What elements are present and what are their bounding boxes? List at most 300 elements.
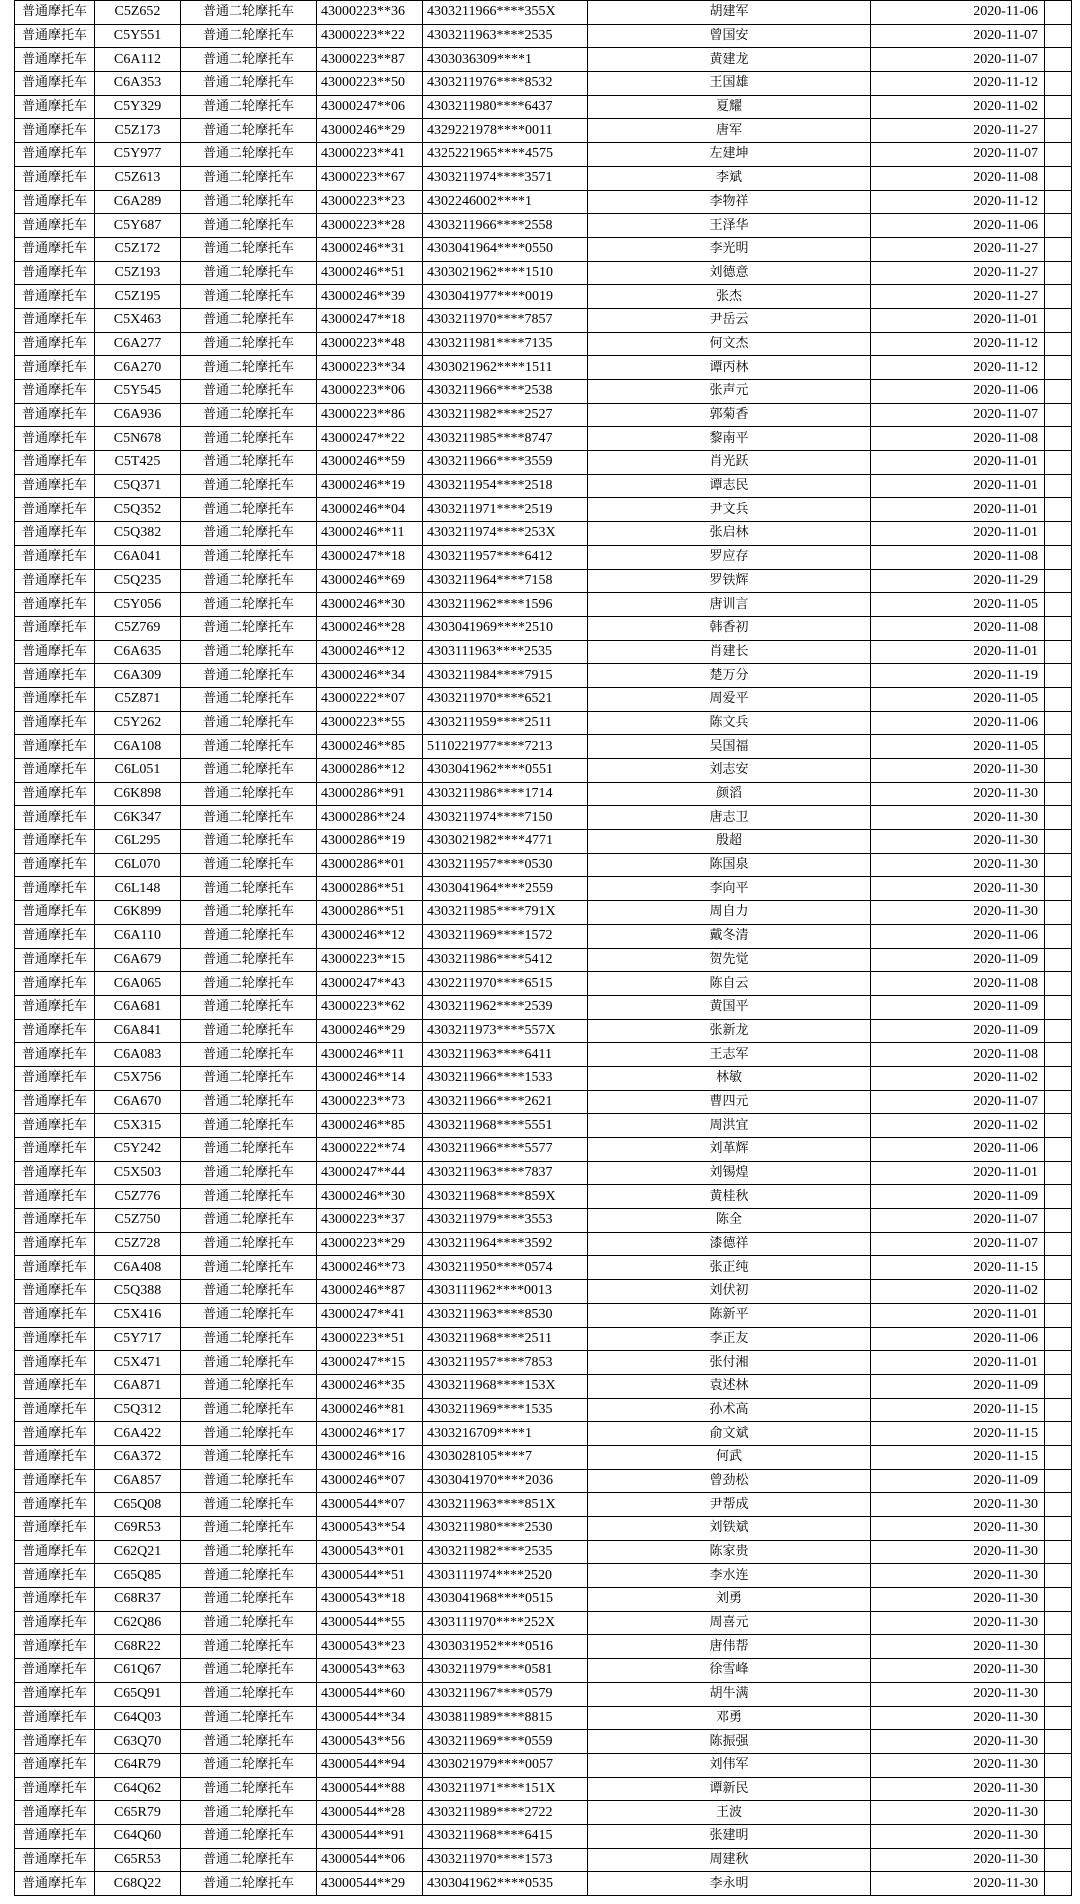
plate-number-cell: C6A936 bbox=[95, 403, 181, 427]
date-cell: 2020-11-07 bbox=[871, 143, 1045, 167]
owner-name-cell: 李光明 bbox=[588, 237, 871, 261]
plate-number-cell: C5Y717 bbox=[95, 1327, 181, 1351]
vehicle-type-cell: 普通二轮摩托车 bbox=[181, 830, 317, 854]
owner-name-cell: 王泽华 bbox=[588, 214, 871, 238]
date-cell: 2020-11-15 bbox=[871, 1398, 1045, 1422]
vehicle-class-cell: 普通摩托车 bbox=[15, 1209, 95, 1233]
vehicle-class-cell: 普通摩托车 bbox=[15, 285, 95, 309]
owner-name-cell: 戴冬清 bbox=[588, 924, 871, 948]
id-number-cell: 4303211981****7135 bbox=[423, 332, 588, 356]
vehicle-type-cell: 普通二轮摩托车 bbox=[181, 1564, 317, 1588]
table-row bbox=[15, 1753, 1072, 1777]
plate-number-cell: C5Y242 bbox=[95, 1138, 181, 1162]
vehicle-type-cell: 普通二轮摩托车 bbox=[181, 1611, 317, 1635]
license-number-cell: 43000246**35 bbox=[317, 1374, 423, 1398]
empty-cell bbox=[1045, 1351, 1072, 1375]
vehicle-type-cell: 普通二轮摩托车 bbox=[181, 451, 317, 475]
license-number-cell: 43000286**12 bbox=[317, 759, 423, 783]
date-cell: 2020-11-02 bbox=[871, 1114, 1045, 1138]
owner-name-cell: 黄国平 bbox=[588, 995, 871, 1019]
empty-cell bbox=[1045, 569, 1072, 593]
plate-number-cell: C5Z172 bbox=[95, 237, 181, 261]
vehicle-class-cell: 普通摩托车 bbox=[15, 403, 95, 427]
empty-cell bbox=[1045, 356, 1072, 380]
empty-cell bbox=[1045, 1872, 1072, 1896]
table-row bbox=[15, 72, 1072, 96]
date-cell: 2020-11-02 bbox=[871, 95, 1045, 119]
license-number-cell: 43000246**14 bbox=[317, 1066, 423, 1090]
date-cell: 2020-11-30 bbox=[871, 1824, 1045, 1848]
date-cell: 2020-11-09 bbox=[871, 1019, 1045, 1043]
vehicle-class-cell: 普通摩托车 bbox=[15, 190, 95, 214]
plate-number-cell: C64Q60 bbox=[95, 1824, 181, 1848]
id-number-cell: 4303811989****8815 bbox=[423, 1706, 588, 1730]
vehicle-type-cell: 普通二轮摩托车 bbox=[181, 1635, 317, 1659]
vehicle-class-cell: 普通摩托车 bbox=[15, 1588, 95, 1612]
id-number-cell: 4303211974****253X bbox=[423, 522, 588, 546]
owner-name-cell: 张杰 bbox=[588, 285, 871, 309]
license-number-cell: 43000246**04 bbox=[317, 498, 423, 522]
id-number-cell: 4303211970****7857 bbox=[423, 308, 588, 332]
plate-number-cell: C6A289 bbox=[95, 190, 181, 214]
vehicle-type-cell: 普通二轮摩托车 bbox=[181, 616, 317, 640]
id-number-cell: 4303041977****0019 bbox=[423, 285, 588, 309]
plate-number-cell: C6A065 bbox=[95, 972, 181, 996]
id-number-cell: 4303211974****7150 bbox=[423, 806, 588, 830]
vehicle-type-cell: 普通二轮摩托车 bbox=[181, 972, 317, 996]
vehicle-class-cell: 普通摩托车 bbox=[15, 1564, 95, 1588]
id-number-cell: 4303211973****557X bbox=[423, 1019, 588, 1043]
vehicle-type-cell: 普通二轮摩托车 bbox=[181, 1730, 317, 1754]
license-number-cell: 43000544**88 bbox=[317, 1777, 423, 1801]
empty-cell bbox=[1045, 451, 1072, 475]
empty-cell bbox=[1045, 948, 1072, 972]
table-row bbox=[15, 1398, 1072, 1422]
date-cell: 2020-11-30 bbox=[871, 853, 1045, 877]
empty-cell bbox=[1045, 95, 1072, 119]
table-row bbox=[15, 1303, 1072, 1327]
empty-cell bbox=[1045, 48, 1072, 72]
plate-number-cell: C62Q86 bbox=[95, 1611, 181, 1635]
license-number-cell: 43000246**81 bbox=[317, 1398, 423, 1422]
vehicle-type-cell: 普通二轮摩托车 bbox=[181, 95, 317, 119]
vehicle-class-cell: 普通摩托车 bbox=[15, 72, 95, 96]
plate-number-cell: C6A309 bbox=[95, 664, 181, 688]
vehicle-type-cell: 普通二轮摩托车 bbox=[181, 711, 317, 735]
owner-name-cell: 周爱平 bbox=[588, 687, 871, 711]
table-row bbox=[15, 1706, 1072, 1730]
table-row bbox=[15, 380, 1072, 404]
owner-name-cell: 张正纯 bbox=[588, 1256, 871, 1280]
plate-number-cell: C68R22 bbox=[95, 1635, 181, 1659]
id-number-cell: 4303211979****0581 bbox=[423, 1659, 588, 1683]
license-number-cell: 43000223**51 bbox=[317, 1327, 423, 1351]
vehicle-class-cell: 普通摩托车 bbox=[15, 522, 95, 546]
vehicle-class-cell: 普通摩托车 bbox=[15, 806, 95, 830]
registration-sheet bbox=[14, 0, 1071, 1896]
vehicle-type-cell: 普通二轮摩托车 bbox=[181, 1706, 317, 1730]
date-cell: 2020-11-30 bbox=[871, 1801, 1045, 1825]
vehicle-type-cell: 普通二轮摩托车 bbox=[181, 1232, 317, 1256]
owner-name-cell: 刘锡煌 bbox=[588, 1161, 871, 1185]
vehicle-type-cell: 普通二轮摩托车 bbox=[181, 522, 317, 546]
empty-cell bbox=[1045, 830, 1072, 854]
empty-cell bbox=[1045, 877, 1072, 901]
id-number-cell: 4303021982****4771 bbox=[423, 830, 588, 854]
empty-cell bbox=[1045, 1374, 1072, 1398]
plate-number-cell: C6A871 bbox=[95, 1374, 181, 1398]
date-cell: 2020-11-12 bbox=[871, 356, 1045, 380]
empty-cell bbox=[1045, 1706, 1072, 1730]
vehicle-type-cell: 普通二轮摩托车 bbox=[181, 1872, 317, 1896]
date-cell: 2020-11-30 bbox=[871, 1848, 1045, 1872]
table-row bbox=[15, 48, 1072, 72]
vehicle-class-cell: 普通摩托车 bbox=[15, 1398, 95, 1422]
table-row bbox=[15, 1232, 1072, 1256]
plate-number-cell: C5X463 bbox=[95, 308, 181, 332]
vehicle-class-cell: 普通摩托车 bbox=[15, 1540, 95, 1564]
license-number-cell: 43000223**86 bbox=[317, 403, 423, 427]
empty-cell bbox=[1045, 735, 1072, 759]
date-cell: 2020-11-12 bbox=[871, 332, 1045, 356]
plate-number-cell: C61Q67 bbox=[95, 1659, 181, 1683]
license-number-cell: 43000222**07 bbox=[317, 687, 423, 711]
plate-number-cell: C5X503 bbox=[95, 1161, 181, 1185]
plate-number-cell: C6L070 bbox=[95, 853, 181, 877]
vehicle-class-cell: 普通摩托车 bbox=[15, 593, 95, 617]
id-number-cell: 4303021979****0057 bbox=[423, 1753, 588, 1777]
id-number-cell: 4303211970****1573 bbox=[423, 1848, 588, 1872]
license-number-cell: 43000543**54 bbox=[317, 1517, 423, 1541]
plate-number-cell: C6A408 bbox=[95, 1256, 181, 1280]
date-cell: 2020-11-09 bbox=[871, 948, 1045, 972]
vehicle-type-cell: 普通二轮摩托车 bbox=[181, 72, 317, 96]
empty-cell bbox=[1045, 1327, 1072, 1351]
vehicle-type-cell: 普通二轮摩托车 bbox=[181, 1114, 317, 1138]
owner-name-cell: 胡牛满 bbox=[588, 1682, 871, 1706]
license-number-cell: 43000544**07 bbox=[317, 1493, 423, 1517]
table-row bbox=[15, 474, 1072, 498]
date-cell: 2020-11-08 bbox=[871, 545, 1045, 569]
license-number-cell: 43000246**30 bbox=[317, 593, 423, 617]
license-number-cell: 43000247**15 bbox=[317, 1351, 423, 1375]
empty-cell bbox=[1045, 474, 1072, 498]
date-cell: 2020-11-01 bbox=[871, 1161, 1045, 1185]
plate-number-cell: C5Z652 bbox=[95, 1, 181, 25]
plate-number-cell: C6A083 bbox=[95, 1043, 181, 1067]
license-number-cell: 43000544**06 bbox=[317, 1848, 423, 1872]
vehicle-type-cell: 普通二轮摩托车 bbox=[181, 261, 317, 285]
vehicle-class-cell: 普通摩托车 bbox=[15, 995, 95, 1019]
vehicle-class-cell: 普通摩托车 bbox=[15, 1706, 95, 1730]
vehicle-class-cell: 普通摩托车 bbox=[15, 782, 95, 806]
owner-name-cell: 漆德祥 bbox=[588, 1232, 871, 1256]
vehicle-type-cell: 普通二轮摩托车 bbox=[181, 166, 317, 190]
owner-name-cell: 陈国泉 bbox=[588, 853, 871, 877]
vehicle-class-cell: 普通摩托车 bbox=[15, 380, 95, 404]
id-number-cell: 4303111962****0013 bbox=[423, 1280, 588, 1304]
vehicle-type-cell: 普通二轮摩托车 bbox=[181, 498, 317, 522]
license-number-cell: 43000544**91 bbox=[317, 1824, 423, 1848]
plate-number-cell: C6A270 bbox=[95, 356, 181, 380]
license-number-cell: 43000286**51 bbox=[317, 901, 423, 925]
table-row bbox=[15, 1138, 1072, 1162]
owner-name-cell: 贺先觉 bbox=[588, 948, 871, 972]
vehicle-class-cell: 普通摩托车 bbox=[15, 1635, 95, 1659]
owner-name-cell: 刘伟军 bbox=[588, 1753, 871, 1777]
empty-cell bbox=[1045, 924, 1072, 948]
vehicle-type-cell: 普通二轮摩托车 bbox=[181, 853, 317, 877]
table-row bbox=[15, 1730, 1072, 1754]
owner-name-cell: 刘伏初 bbox=[588, 1280, 871, 1304]
vehicle-type-cell: 普通二轮摩托车 bbox=[181, 924, 317, 948]
empty-cell bbox=[1045, 759, 1072, 783]
id-number-cell: 4303041969****2510 bbox=[423, 616, 588, 640]
date-cell: 2020-11-27 bbox=[871, 119, 1045, 143]
empty-cell bbox=[1045, 24, 1072, 48]
table-row bbox=[15, 1493, 1072, 1517]
plate-number-cell: C6L295 bbox=[95, 830, 181, 854]
table-row bbox=[15, 1256, 1072, 1280]
date-cell: 2020-11-30 bbox=[871, 759, 1045, 783]
plate-number-cell: C5Y329 bbox=[95, 95, 181, 119]
plate-number-cell: C69R53 bbox=[95, 1517, 181, 1541]
plate-number-cell: C5X471 bbox=[95, 1351, 181, 1375]
owner-name-cell: 尹文兵 bbox=[588, 498, 871, 522]
table-row bbox=[15, 1659, 1072, 1683]
date-cell: 2020-11-08 bbox=[871, 616, 1045, 640]
id-number-cell: 4303211971****2519 bbox=[423, 498, 588, 522]
vehicle-class-cell: 普通摩托车 bbox=[15, 972, 95, 996]
vehicle-type-cell: 普通二轮摩托车 bbox=[181, 190, 317, 214]
plate-number-cell: C5Z728 bbox=[95, 1232, 181, 1256]
vehicle-class-cell: 普通摩托车 bbox=[15, 569, 95, 593]
vehicle-class-cell: 普通摩托车 bbox=[15, 1801, 95, 1825]
vehicle-type-cell: 普通二轮摩托车 bbox=[181, 1280, 317, 1304]
id-number-cell: 4303211986****1714 bbox=[423, 782, 588, 806]
owner-name-cell: 罗应存 bbox=[588, 545, 871, 569]
table-row bbox=[15, 711, 1072, 735]
vehicle-class-cell: 普通摩托车 bbox=[15, 119, 95, 143]
table-row bbox=[15, 687, 1072, 711]
plate-number-cell: C65Q85 bbox=[95, 1564, 181, 1588]
license-number-cell: 43000246**31 bbox=[317, 237, 423, 261]
table-row bbox=[15, 1209, 1072, 1233]
plate-number-cell: C6K898 bbox=[95, 782, 181, 806]
vehicle-type-cell: 普通二轮摩托车 bbox=[181, 735, 317, 759]
vehicle-type-cell: 普通二轮摩托车 bbox=[181, 332, 317, 356]
table-row bbox=[15, 498, 1072, 522]
empty-cell bbox=[1045, 1848, 1072, 1872]
vehicle-type-cell: 普通二轮摩托车 bbox=[181, 1327, 317, 1351]
empty-cell bbox=[1045, 853, 1072, 877]
date-cell: 2020-11-30 bbox=[871, 1564, 1045, 1588]
id-number-cell: 4302211970****6515 bbox=[423, 972, 588, 996]
vehicle-class-cell: 普通摩托车 bbox=[15, 1517, 95, 1541]
vehicle-class-cell: 普通摩托车 bbox=[15, 48, 95, 72]
license-number-cell: 43000247**18 bbox=[317, 308, 423, 332]
vehicle-class-cell: 普通摩托车 bbox=[15, 1066, 95, 1090]
plate-number-cell: C5Z769 bbox=[95, 616, 181, 640]
plate-number-cell: C6A110 bbox=[95, 924, 181, 948]
vehicle-class-cell: 普通摩托车 bbox=[15, 1019, 95, 1043]
license-number-cell: 43000223**62 bbox=[317, 995, 423, 1019]
empty-cell bbox=[1045, 1232, 1072, 1256]
plate-number-cell: C5Z871 bbox=[95, 687, 181, 711]
license-number-cell: 43000223**29 bbox=[317, 1232, 423, 1256]
vehicle-type-cell: 普通二轮摩托车 bbox=[181, 1209, 317, 1233]
vehicle-type-cell: 普通二轮摩托车 bbox=[181, 1303, 317, 1327]
vehicle-type-cell: 普通二轮摩托车 bbox=[181, 24, 317, 48]
owner-name-cell: 孙术高 bbox=[588, 1398, 871, 1422]
license-number-cell: 43000286**91 bbox=[317, 782, 423, 806]
plate-number-cell: C5Y551 bbox=[95, 24, 181, 48]
table-row bbox=[15, 1872, 1072, 1896]
vehicle-class-cell: 普通摩托车 bbox=[15, 1256, 95, 1280]
plate-number-cell: C5Y262 bbox=[95, 711, 181, 735]
vehicle-class-cell: 普通摩托车 bbox=[15, 1138, 95, 1162]
date-cell: 2020-11-07 bbox=[871, 1232, 1045, 1256]
empty-cell bbox=[1045, 1540, 1072, 1564]
table-row bbox=[15, 1540, 1072, 1564]
table-row bbox=[15, 261, 1072, 285]
table-row bbox=[15, 166, 1072, 190]
license-number-cell: 43000247**22 bbox=[317, 427, 423, 451]
vehicle-class-cell: 普通摩托车 bbox=[15, 1185, 95, 1209]
empty-cell bbox=[1045, 403, 1072, 427]
empty-cell bbox=[1045, 806, 1072, 830]
table-row bbox=[15, 924, 1072, 948]
table-row bbox=[15, 1374, 1072, 1398]
empty-cell bbox=[1045, 1753, 1072, 1777]
id-number-cell: 4303211984****7915 bbox=[423, 664, 588, 688]
plate-number-cell: C5Y056 bbox=[95, 593, 181, 617]
id-number-cell: 4303041964****0550 bbox=[423, 237, 588, 261]
owner-name-cell: 左建坤 bbox=[588, 143, 871, 167]
owner-name-cell: 王志军 bbox=[588, 1043, 871, 1067]
plate-number-cell: C6A857 bbox=[95, 1469, 181, 1493]
empty-cell bbox=[1045, 1564, 1072, 1588]
vehicle-class-cell: 普通摩托车 bbox=[15, 1422, 95, 1446]
table-row bbox=[15, 119, 1072, 143]
vehicle-class-cell: 普通摩托车 bbox=[15, 687, 95, 711]
license-number-cell: 43000246**87 bbox=[317, 1280, 423, 1304]
table-row bbox=[15, 877, 1072, 901]
plate-number-cell: C5X416 bbox=[95, 1303, 181, 1327]
vehicle-class-cell: 普通摩托车 bbox=[15, 1, 95, 25]
vehicle-type-cell: 普通二轮摩托车 bbox=[181, 1493, 317, 1517]
date-cell: 2020-11-06 bbox=[871, 1, 1045, 25]
vehicle-class-cell: 普通摩托车 bbox=[15, 1161, 95, 1185]
license-number-cell: 43000246**29 bbox=[317, 1019, 423, 1043]
id-number-cell: 4303211980****6437 bbox=[423, 95, 588, 119]
vehicle-type-cell: 普通二轮摩托车 bbox=[181, 901, 317, 925]
license-number-cell: 43000223**28 bbox=[317, 214, 423, 238]
license-number-cell: 43000286**01 bbox=[317, 853, 423, 877]
owner-name-cell: 何武 bbox=[588, 1445, 871, 1469]
license-number-cell: 43000543**18 bbox=[317, 1588, 423, 1612]
vehicle-class-cell: 普通摩托车 bbox=[15, 1659, 95, 1683]
table-row bbox=[15, 1611, 1072, 1635]
date-cell: 2020-11-07 bbox=[871, 24, 1045, 48]
owner-name-cell: 曾国安 bbox=[588, 24, 871, 48]
vehicle-type-cell: 普通二轮摩托车 bbox=[181, 1090, 317, 1114]
date-cell: 2020-11-01 bbox=[871, 640, 1045, 664]
table-row bbox=[15, 285, 1072, 309]
id-number-cell: 4303041970****2036 bbox=[423, 1469, 588, 1493]
plate-number-cell: C6K899 bbox=[95, 901, 181, 925]
vehicle-type-cell: 普通二轮摩托车 bbox=[181, 1374, 317, 1398]
empty-cell bbox=[1045, 380, 1072, 404]
date-cell: 2020-11-01 bbox=[871, 1351, 1045, 1375]
owner-name-cell: 唐伟帮 bbox=[588, 1635, 871, 1659]
owner-name-cell: 郭菊香 bbox=[588, 403, 871, 427]
vehicle-type-cell: 普通二轮摩托车 bbox=[181, 759, 317, 783]
license-number-cell: 43000223**22 bbox=[317, 24, 423, 48]
plate-number-cell: C6L051 bbox=[95, 759, 181, 783]
date-cell: 2020-11-08 bbox=[871, 166, 1045, 190]
license-number-cell: 43000246**17 bbox=[317, 1422, 423, 1446]
id-number-cell: 4303211962****1596 bbox=[423, 593, 588, 617]
table-row bbox=[15, 95, 1072, 119]
owner-name-cell: 刘德意 bbox=[588, 261, 871, 285]
vehicle-class-cell: 普通摩托车 bbox=[15, 95, 95, 119]
license-number-cell: 43000543**23 bbox=[317, 1635, 423, 1659]
license-number-cell: 43000246**11 bbox=[317, 1043, 423, 1067]
owner-name-cell: 刘勇 bbox=[588, 1588, 871, 1612]
id-number-cell: 4303211957****7853 bbox=[423, 1351, 588, 1375]
id-number-cell: 4303211966****2621 bbox=[423, 1090, 588, 1114]
table-row bbox=[15, 1066, 1072, 1090]
license-number-cell: 43000223**36 bbox=[317, 1, 423, 25]
id-number-cell: 4303211968****5551 bbox=[423, 1114, 588, 1138]
id-number-cell: 4303211980****2530 bbox=[423, 1517, 588, 1541]
id-number-cell: 4303211970****6521 bbox=[423, 687, 588, 711]
owner-name-cell: 李物祥 bbox=[588, 190, 871, 214]
id-number-cell: 4303211974****3571 bbox=[423, 166, 588, 190]
date-cell: 2020-11-09 bbox=[871, 1469, 1045, 1493]
plate-number-cell: C5T425 bbox=[95, 451, 181, 475]
plate-number-cell: C65Q08 bbox=[95, 1493, 181, 1517]
vehicle-class-cell: 普通摩托车 bbox=[15, 308, 95, 332]
plate-number-cell: C6A679 bbox=[95, 948, 181, 972]
date-cell: 2020-11-01 bbox=[871, 474, 1045, 498]
license-number-cell: 43000544**51 bbox=[317, 1564, 423, 1588]
empty-cell bbox=[1045, 1019, 1072, 1043]
plate-number-cell: C5Z193 bbox=[95, 261, 181, 285]
empty-cell bbox=[1045, 1469, 1072, 1493]
vehicle-class-cell: 普通摩托车 bbox=[15, 735, 95, 759]
vehicle-type-cell: 普通二轮摩托车 bbox=[181, 948, 317, 972]
vehicle-type-cell: 普通二轮摩托车 bbox=[181, 1682, 317, 1706]
plate-number-cell: C63Q70 bbox=[95, 1730, 181, 1754]
vehicle-type-cell: 普通二轮摩托车 bbox=[181, 1185, 317, 1209]
date-cell: 2020-11-01 bbox=[871, 498, 1045, 522]
owner-name-cell: 张启林 bbox=[588, 522, 871, 546]
vehicle-type-cell: 普通二轮摩托车 bbox=[181, 237, 317, 261]
date-cell: 2020-11-12 bbox=[871, 190, 1045, 214]
vehicle-class-cell: 普通摩托车 bbox=[15, 1611, 95, 1635]
empty-cell bbox=[1045, 285, 1072, 309]
empty-cell bbox=[1045, 640, 1072, 664]
vehicle-class-cell: 普通摩托车 bbox=[15, 498, 95, 522]
empty-cell bbox=[1045, 1138, 1072, 1162]
owner-name-cell: 曹四元 bbox=[588, 1090, 871, 1114]
id-number-cell: 4303211963****7837 bbox=[423, 1161, 588, 1185]
id-number-cell: 4303211964****7158 bbox=[423, 569, 588, 593]
table-row bbox=[15, 1, 1072, 25]
plate-number-cell: C5X756 bbox=[95, 1066, 181, 1090]
